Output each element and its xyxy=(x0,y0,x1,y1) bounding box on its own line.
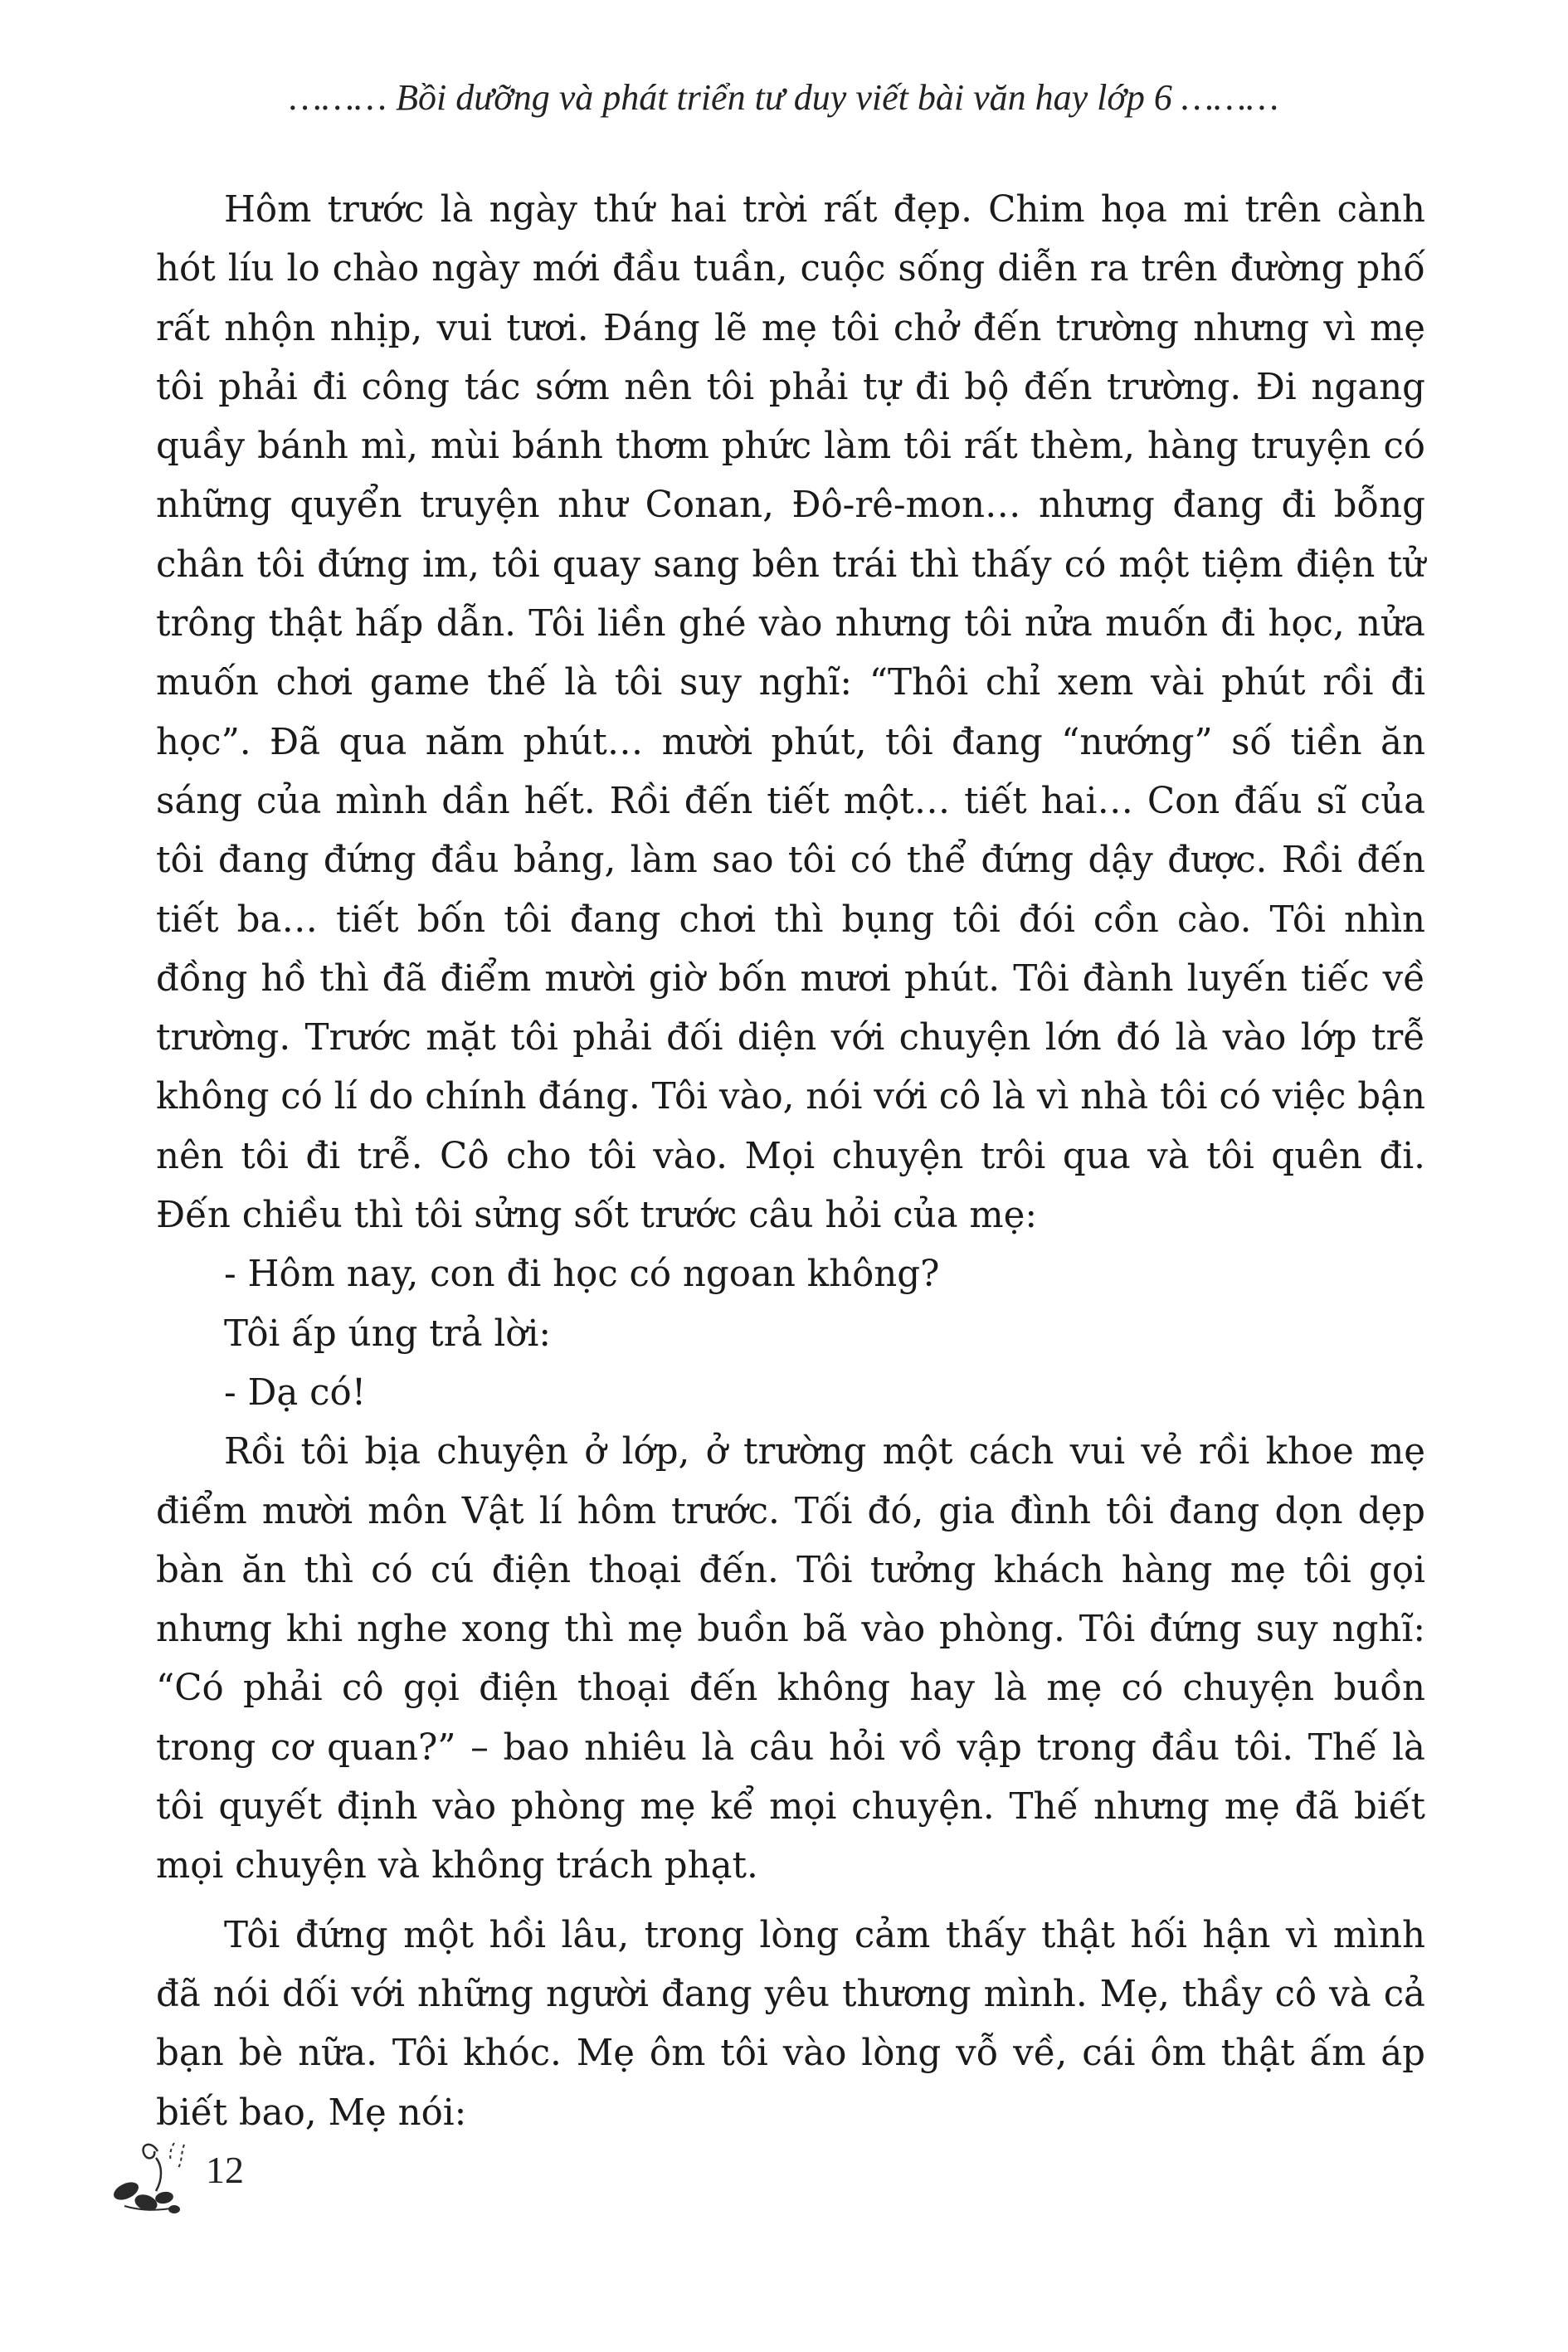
paragraph-3: Tôi đứng một hồi lâu, trong lòng cảm thấy thật hối hận vì mình đã nói dối với những người đang yêu thương mình. Mẹ, thầy cô và cả bạn bè nữa. Tôi khóc. Mẹ ôm tôi vào lòng vỗ về, cái ôm thật ấm áp biết bao, Mẹ nói: xyxy=(156,1914,1425,2134)
dialogue-narration: Tôi ấp úng trả lời: xyxy=(224,1312,552,1355)
page-number: 12 xyxy=(206,2149,244,2191)
page-body xyxy=(156,181,1425,2143)
page-footer xyxy=(108,2136,257,2219)
dialogue-answer: - Dạ có! xyxy=(224,1371,367,1414)
paragraph-1: Hôm trước là ngày thứ hai trời rất đẹp. Chim họa mi trên cành hót líu lo chào ngày mới đầu tuần, cuộc sống diễn ra trên đường phố rất nhộn nhịp, vui tươi. Đáng lẽ mẹ tôi chở đến trường nhưng vì mẹ tôi phải đi công tác sớm nên tôi phải tự đi bộ đến trường. Đi ngang quầy bánh mì, mùi bánh thơm phức làm tôi rất thèm, hàng truyện có những quyển truyện như Conan, Đô-rê-mon… nhưng đang đi bỗng chân tôi đứng im, tôi quay sang bên trái thì thấy có một tiệm điện tử trông thật hấp dẫn. Tôi liền ghé vào nhưng tôi nửa muốn đi học, nửa muốn chơi game thế là tôi suy nghĩ: “Thôi chỉ xem vài phút rồi đi học”. Đã qua năm phút… mười phút, tôi đang “nướng” số tiền ăn sáng của mình dần hết. Rồi đến tiết một… tiết hai… Con đấu sĩ của tôi đang đứng đầu bảng, làm sao tôi có thể đứng dậy được. Rồi đến tiết ba… tiết bốn tôi đang chơi thì bụng tôi đói cồn cào. Tôi nhìn đồng hồ thì đã điểm mười giờ bốn mươi phút. Tôi đành luyến tiếc về trường. Trước mặt tôi phải đối diện với chuyện lớn đó là vào lớp trễ không có lí do chính đáng. Tôi vào, nói với cô là vì nhà tôi có việc bận nên tôi đi trễ. Cô cho tôi vào. Mọi chuyện trôi qua và tôi quên đi. Đến chiều thì tôi sửng sốt trước câu hỏi của mẹ: xyxy=(156,189,1425,1237)
running-header: ……… Bồi dưỡng và phát triển tư duy viết bài văn hay lớp 6 ……… xyxy=(289,77,1279,118)
paragraph-2: Rồi tôi bịa chuyện ở lớp, ở trường một cách vui vẻ rồi khoe mẹ điểm mười môn Vật lí hôm trước. Tối đó, gia đình tôi đang dọn dẹp bàn ăn thì có cú điện thoại đến. Tôi tưởng khách hàng mẹ tôi gọi nhưng khi nghe xong thì mẹ buồn bã vào phòng. Tôi đứng suy nghĩ: “Có phải cô gọi điện thoại đến không hay là mẹ có chuyện buồn trong cơ quan?” – bao nhiêu là câu hỏi vồ vập trong đầu tôi. Thế là tôi quyết định vào phòng mẹ kể mọi chuyện. Thế nhưng mẹ đã biết mọi chuyện và không trách phạt. xyxy=(156,1431,1425,1887)
dialogue-question: - Hôm nay, con đi học có ngoan không? xyxy=(224,1254,940,1296)
leaf-flourish-icon xyxy=(108,2136,207,2219)
